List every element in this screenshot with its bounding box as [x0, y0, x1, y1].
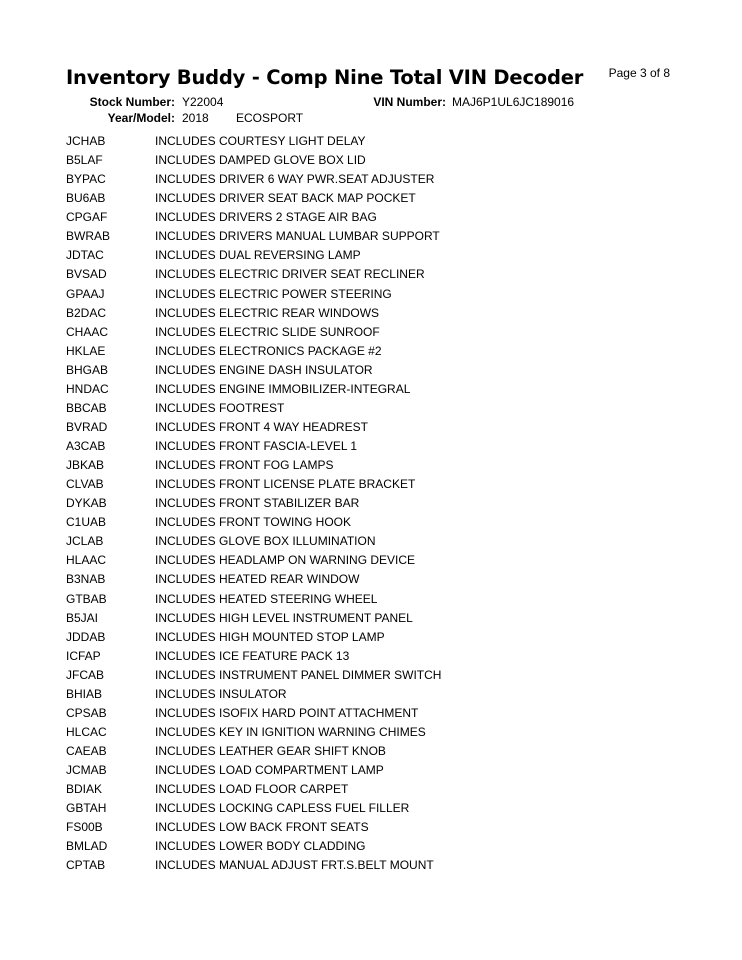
list-item	[66, 799, 666, 818]
option-description: INCLUDES DRIVERS MANUAL LUMBAR SUPPORT	[155, 229, 440, 244]
option-description: INCLUDES ENGINE DASH INSULATOR	[155, 362, 373, 377]
option-description: INCLUDES ICE FEATURE PACK 13	[155, 648, 350, 663]
option-description: INCLUDES ELECTRIC SLIDE SUNROOF	[155, 324, 380, 339]
option-description: INCLUDES ENGINE IMMOBILIZER-INTEGRAL	[155, 381, 411, 396]
list-item	[66, 590, 666, 609]
list-item	[66, 647, 666, 666]
page-title: Inventory Buddy - Comp Nine Total VIN Decoder	[66, 66, 584, 89]
option-description: INCLUDES LEATHER GEAR SHIFT KNOB	[155, 744, 386, 758]
option-code: B3NAB	[66, 572, 106, 587]
option-code: FS00B	[66, 820, 103, 835]
option-code: B5JAI	[66, 610, 99, 625]
list-item	[66, 570, 666, 589]
option-code: DYKAB	[66, 496, 107, 511]
option-description: INCLUDES KEY IN IGNITION WARNING CHIMES	[155, 724, 426, 739]
option-description: INCLUDES FRONT FOG LAMPS	[155, 458, 334, 473]
year-value: 2018	[182, 111, 209, 125]
option-code: C1UAB	[66, 515, 107, 530]
option-code: CLVAB	[66, 477, 104, 492]
option-description: INCLUDES FRONT LICENSE PLATE BRACKET	[155, 477, 416, 492]
option-code: BVSAD	[66, 267, 107, 282]
year-model-label: Year/Model:	[107, 111, 175, 125]
option-description: INCLUDES LOAD COMPARTMENT LAMP	[155, 763, 384, 778]
option-description: INCLUDES LOW BACK FRONT SEATS	[155, 820, 369, 835]
option-description: INCLUDES FRONT STABILIZER BAR	[155, 496, 360, 511]
option-code: JDTAC	[66, 248, 104, 263]
option-description: INCLUDES FRONT TOWING HOOK	[155, 515, 352, 530]
list-item	[66, 189, 666, 208]
list-item	[66, 227, 666, 246]
option-description: INCLUDES INSULATOR	[155, 686, 287, 701]
option-code: HKLAE	[66, 343, 106, 358]
list-item	[66, 342, 666, 361]
list-item	[66, 285, 666, 304]
option-code: BWRAB	[66, 229, 111, 244]
model-value: ECOSPORT	[236, 111, 304, 125]
option-code: BDIAK	[66, 782, 103, 797]
option-description: INCLUDES ELECTRIC POWER STEERING	[155, 286, 392, 301]
option-description: INCLUDES LOAD FLOOR CARPET	[155, 782, 349, 797]
list-item	[66, 323, 666, 342]
option-code: JBKAB	[66, 458, 105, 473]
list-item	[66, 304, 666, 323]
option-description: INCLUDES DRIVERS 2 STAGE AIR BAG	[155, 210, 377, 225]
list-item	[66, 132, 666, 151]
option-description: INCLUDES LOWER BODY CLADDING	[155, 839, 366, 854]
option-code: ICFAP	[66, 648, 101, 663]
list-item	[66, 151, 666, 170]
option-code: CHAAC	[66, 324, 109, 339]
list-item	[66, 399, 666, 418]
list-item	[66, 437, 666, 456]
option-code: BYPAC	[66, 172, 106, 187]
list-item	[66, 418, 666, 437]
option-code: GBTAH	[66, 801, 107, 816]
option-code: BHIAB	[66, 686, 103, 701]
option-description: INCLUDES INSTRUMENT PANEL DIMMER SWITCH	[155, 667, 442, 682]
option-code: HNDAC	[66, 381, 109, 396]
list-item	[66, 666, 666, 685]
list-item	[66, 170, 666, 189]
option-code: JDDAB	[66, 629, 106, 644]
option-description: INCLUDES DAMPED GLOVE BOX LID	[155, 153, 366, 168]
list-item	[66, 723, 666, 742]
list-item	[66, 532, 666, 551]
option-description: INCLUDES HEADLAMP ON WARNING DEVICE	[155, 553, 416, 568]
list-item	[66, 265, 666, 284]
list-item	[66, 513, 666, 532]
list-item	[66, 494, 666, 513]
option-code: B5LAF	[66, 153, 103, 168]
option-description: INCLUDES MANUAL ADJUST FRT.S.BELT MOUNT	[155, 858, 434, 873]
list-item	[66, 856, 666, 875]
option-code: BMLAD	[66, 839, 108, 854]
option-code: BBCAB	[66, 400, 107, 415]
option-code: B2DAC	[66, 305, 107, 320]
option-code: CPGAF	[66, 210, 108, 225]
list-item	[66, 818, 666, 837]
option-description: INCLUDES ISOFIX HARD POINT ATTACHMENT	[155, 705, 419, 720]
list-item	[66, 704, 666, 723]
list-item	[66, 780, 666, 799]
option-code: JCMAB	[66, 763, 107, 778]
list-item	[66, 742, 666, 761]
option-code: CPTAB	[66, 858, 106, 873]
option-code: JCLAB	[66, 534, 104, 549]
list-item	[66, 361, 666, 380]
option-description: INCLUDES ELECTRIC DRIVER SEAT RECLINER	[155, 267, 425, 282]
list-item	[66, 208, 666, 227]
option-description: INCLUDES FOOTREST	[155, 400, 285, 415]
option-code-list	[66, 132, 666, 875]
option-description: INCLUDES DRIVER 6 WAY PWR.SEAT ADJUSTER	[155, 172, 435, 187]
option-description: INCLUDES HIGH LEVEL INSTRUMENT PANEL	[155, 610, 413, 625]
list-item	[66, 837, 666, 856]
stock-number-label: Stock Number:	[89, 95, 175, 109]
option-description: INCLUDES ELECTRIC REAR WINDOWS	[155, 305, 380, 320]
option-description: INCLUDES FRONT FASCIA-LEVEL 1	[155, 439, 358, 453]
option-description: INCLUDES DUAL REVERSING LAMP	[155, 248, 361, 263]
list-item	[66, 475, 666, 494]
list-item	[66, 380, 666, 399]
option-code: HLAAC	[66, 553, 107, 568]
list-item	[66, 246, 666, 265]
option-code: HLCAC	[66, 724, 107, 739]
list-item	[66, 628, 666, 647]
list-item	[66, 456, 666, 475]
page-number: Page 3 of 8	[608, 66, 670, 80]
option-description: INCLUDES HIGH MOUNTED STOP LAMP	[155, 629, 385, 644]
option-code: BHGAB	[66, 362, 109, 377]
vin-number-label: VIN Number:	[373, 95, 446, 109]
option-code: CAEAB	[66, 744, 107, 758]
option-description: INCLUDES HEATED REAR WINDOW	[155, 572, 360, 587]
option-description: INCLUDES DRIVER SEAT BACK MAP POCKET	[155, 191, 416, 206]
option-description: INCLUDES FRONT 4 WAY HEADREST	[155, 419, 368, 434]
option-code: BVRAD	[66, 419, 108, 434]
list-item	[66, 685, 666, 704]
list-item	[66, 551, 666, 570]
option-code: GPAAJ	[66, 286, 105, 301]
option-code: BU6AB	[66, 191, 106, 206]
option-description: INCLUDES HEATED STEERING WHEEL	[155, 591, 378, 606]
vin-number-value: MAJ6P1UL6JC189016	[452, 95, 575, 109]
option-code: JFCAB	[66, 667, 105, 682]
list-item	[66, 761, 666, 780]
stock-number-value: Y22004	[182, 95, 224, 109]
option-code: A3CAB	[66, 439, 106, 453]
option-code: JCHAB	[66, 134, 106, 148]
option-description: INCLUDES ELECTRONICS PACKAGE #2	[155, 343, 382, 358]
option-description: INCLUDES COURTESY LIGHT DELAY	[155, 134, 366, 148]
option-description: INCLUDES GLOVE BOX ILLUMINATION	[155, 534, 376, 549]
option-code: GTBAB	[66, 591, 107, 606]
option-code: CPSAB	[66, 705, 107, 720]
list-item	[66, 609, 666, 628]
option-description: INCLUDES LOCKING CAPLESS FUEL FILLER	[155, 801, 410, 816]
